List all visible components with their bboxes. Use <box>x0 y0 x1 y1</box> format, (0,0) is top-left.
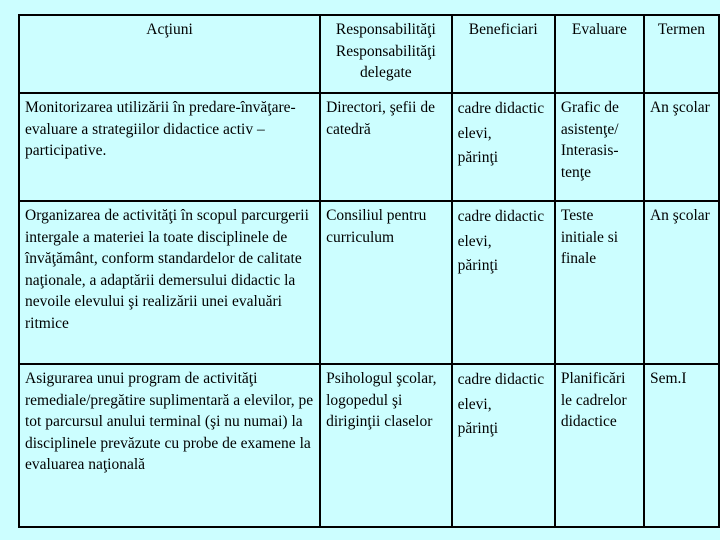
cell-evaluare: Teste initiale si finale <box>555 201 644 364</box>
cell-evaluare: Planificări le cadrelor didactice <box>555 364 644 527</box>
cell-beneficiari <box>452 201 555 364</box>
beneficiar-item: elevi, <box>457 124 492 142</box>
action-plan-table <box>18 14 720 528</box>
beneficiar-item: cadre didactic <box>457 208 545 225</box>
cell-evaluare: Grafic de asistenţe/ Interasis-tenţe <box>555 93 644 201</box>
table-header-row <box>19 15 719 93</box>
cell-actiune: Asigurarea unui program de activităţi remediale/pregătire suplimentară a elevilor, pe tot parcursul anului terminal (şi nu numai) la disciplinele prevăzute cu probe de examene la evaluarea naţională <box>19 364 320 527</box>
cell-responsabilitati: Consiliul pentru curriculum <box>320 201 452 364</box>
table-row <box>19 201 719 364</box>
header-evaluare: Evaluare <box>555 15 644 93</box>
header-beneficiari: Beneficiari <box>452 15 555 93</box>
header-actiuni: Acţiuni <box>19 15 320 93</box>
table-row <box>19 364 719 527</box>
cell-actiune: Organizarea de activităţi în scopul parcurgerii intergale a materiei la toate disciplinele de învăţământ, conform standardelor de calitate naţionale, a adaptării demersului didactic la nevoile elevului şi realizării unei evaluări ritmice <box>19 201 320 364</box>
cell-responsabilitati: Directori, şefii de catedră <box>320 93 452 201</box>
cell-termen: An şcolar <box>644 201 719 364</box>
cell-termen: Sem.I <box>644 364 719 527</box>
cell-beneficiari <box>452 93 555 201</box>
beneficiar-item: părinţi <box>457 149 499 166</box>
header-termen: Termen <box>644 15 719 93</box>
cell-responsabilitati: Psihologul şcolar, logopedul şi diriginţii claselor <box>320 364 452 527</box>
table-row <box>19 93 719 201</box>
header-responsabilitati-line: Responsabilităţi <box>335 21 436 38</box>
beneficiar-item: părinţi <box>457 420 499 437</box>
header-responsabilitati <box>320 15 452 93</box>
document-page <box>18 14 720 528</box>
beneficiar-item: elevi, <box>457 232 492 250</box>
header-responsabilitati-delegate: Responsabilităţi delegate <box>335 42 436 81</box>
cell-termen: An şcolar <box>644 93 719 201</box>
beneficiar-item: părinţi <box>457 257 499 274</box>
beneficiar-item: cadre didactic <box>457 371 545 388</box>
cell-beneficiari <box>452 364 555 527</box>
beneficiar-item: elevi, <box>457 395 492 413</box>
cell-actiune: Monitorizarea utilizării în predare-învăţare-evaluare a strategiilor didactice activ –participative. <box>19 93 320 201</box>
beneficiar-item: cadre didactic <box>457 100 545 117</box>
